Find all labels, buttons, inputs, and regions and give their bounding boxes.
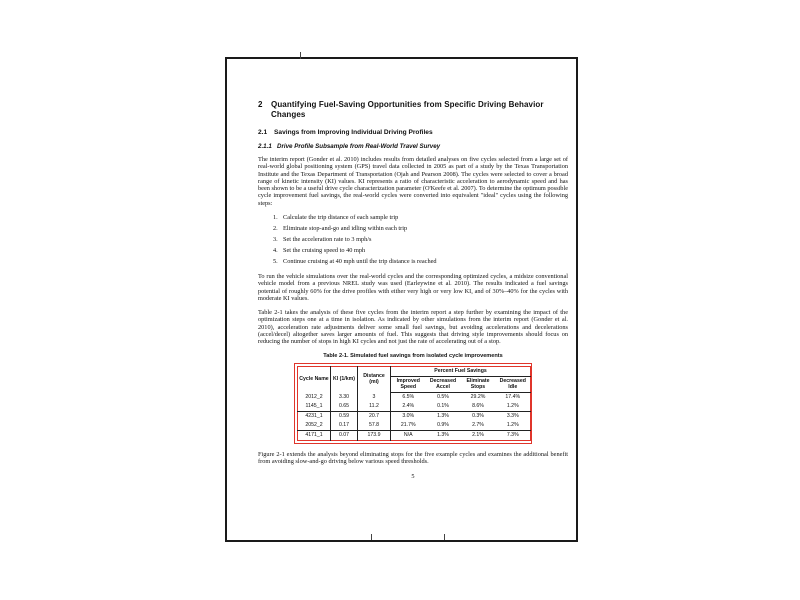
list-item-text: Set the acceleration rate to 3 mph/s (283, 235, 372, 243)
col-header-cycle-name: Cycle Name (298, 366, 331, 392)
cell-ki: 0.59 (331, 411, 358, 421)
cell-decreased-accel: 0.5% (437, 394, 449, 401)
table-row (298, 402, 531, 412)
cell-eliminate-stops: 2.1% (461, 430, 496, 440)
registration-tick-bottom-2 (444, 534, 445, 540)
registration-tick-bottom-1 (371, 534, 372, 540)
list-item-text: Eliminate stop-and-go and idling within each trip (283, 224, 408, 232)
cell-ki: 0.65 (331, 402, 358, 412)
section-title: Quantifying Fuel-Saving Opportunities from Specific Driving Behavior Changes (271, 100, 544, 119)
cell-eliminate-stops: 2.7% (472, 422, 484, 429)
table-header-row (298, 366, 531, 376)
list-item-number: 1. (273, 214, 278, 222)
cell-eliminate-stops: 29.2% (470, 394, 486, 401)
cell-cycle-name: 4171_1 (298, 430, 331, 440)
page-number: 5 (411, 473, 415, 481)
page-content (258, 100, 568, 481)
list-item-text: Set the cruising speed to 40 mph (283, 246, 366, 254)
cell-distance: 3 (358, 392, 391, 402)
list-item-number: 2. (273, 224, 278, 232)
cell-decreased-accel: 1.3% (426, 430, 461, 440)
table-row (298, 430, 531, 440)
cell-decreased-idle: 1.2% (506, 403, 519, 410)
table-row (298, 411, 531, 421)
cell-improved-speed: 2.4% (402, 403, 415, 410)
paragraph-intro: The interim report (Gonder et al. 2010) includes results from detailed analyses on five cycles selected from a large set of real-world global positioning system (GPS) travel data collected in 2005 as part of a study by the Texas Transportation Institute and the Texas Department of Transportation (Ojah and Pearson 2008). The cycles were selected to cover a broad range of kinetic intensity (KI) values. KI represents a ratio of characteristic acceleration to aerodynamic speed and has been shown to be a useful drive cycle characterization parameter (O'Keefe et al. 2007). To determine the optimum possible cycle improvement fuel savings, the real-world cycles were converted into equivalent "ideal" cycles using the following steps: (258, 156, 568, 207)
document-page (225, 57, 578, 542)
table-row (298, 392, 531, 402)
cell-distance: 57.8 (358, 421, 391, 431)
cell-distance: 173.9 (358, 430, 391, 440)
list-item-number: 3. (273, 235, 278, 243)
paragraph-figure-reference: Figure 2-1 extends the analysis beyond eliminating stops for the five example cycles and examines the additional benefit from avoiding slow-and-go driving below various speed thresholds. (258, 450, 568, 465)
cell-cycle-name: 1145_1 (298, 402, 331, 412)
registration-tick-top (300, 52, 301, 59)
list-item (273, 214, 568, 221)
cell-decreased-idle: 7.3% (496, 430, 531, 440)
table-row (298, 421, 531, 431)
cell-improved-speed: N/A (391, 430, 426, 440)
cell-improved-speed: 6.5% (402, 394, 415, 401)
cell-eliminate-stops: 8.6% (472, 403, 484, 410)
section-title: Savings from Improving Individual Driving Profiles (274, 129, 433, 136)
cell-decreased-idle: 3.3% (496, 411, 531, 421)
cell-distance: 20.7 (358, 411, 391, 421)
cell-improved-speed: 3.0% (391, 411, 426, 421)
col-header-percent-fuel-savings: Percent Fuel Savings (391, 366, 531, 376)
cell-distance: 11.2 (358, 402, 391, 412)
fuel-savings-table (297, 366, 531, 441)
section-title: Drive Profile Subsample from Real-World Travel Survey (277, 143, 441, 150)
section-heading-2 (258, 100, 568, 120)
ideal-cycle-steps-list (273, 214, 568, 265)
cell-decreased-idle: 17.4% (505, 394, 521, 401)
cell-decreased-idle: 1.2% (506, 422, 519, 429)
list-item-number: 5. (273, 257, 278, 265)
list-item-text: Calculate the trip distance of each sample trip (283, 214, 399, 222)
cell-ki: 0.17 (331, 421, 358, 431)
list-item (273, 258, 568, 265)
col-header-eliminate-stops: Eliminate Stops (461, 376, 496, 392)
cell-ki: 0.07 (331, 430, 358, 440)
list-item (273, 225, 568, 232)
list-item-number: 4. (273, 246, 278, 254)
col-header-ki: KI (1/km) (331, 366, 358, 392)
cell-improved-speed: 21.7% (400, 422, 416, 429)
cell-cycle-name: 2052_2 (298, 421, 331, 431)
table-caption: Table 2-1. Simulated fuel savings from isolated cycle improvements (323, 352, 503, 359)
paragraph-table-discussion: Table 2-1 takes the analysis of these five cycles from the interim report a step further by examining the impact of the optimization steps one at a time in isolation. As indicated by other simulations from the interim report (Gonder et al. 2010), acceleration rate adjustments deliver some small fuel savings, but avoiding accelerations and decelerations (accel/decel) altogether saves larger amounts of fuel. This suggests that driving style improvements should focus on reducing the number of stops in high KI cycles and not just the rate of accelerating out of a stop. (258, 309, 568, 346)
list-item (273, 247, 568, 254)
paragraph-simulation-results: To run the vehicle simulations over the real-world cycles and the corresponding optimized cycles, a midsize conventional vehicle model from a previous NREL study was used (Earleywine et al. 2010). The results indicated a fuel savings potential of roughly 60% for the drive profiles with either very high or very low KI, and of 30%–40% for the cycles with moderate KI values. (258, 272, 568, 302)
section-heading-2-1-1 (258, 143, 568, 151)
cell-decreased-accel: 1.3% (426, 411, 461, 421)
cell-decreased-accel: 0.9% (437, 422, 449, 429)
col-header-distance: Distance (mi) (358, 366, 391, 392)
cell-decreased-accel: 0.1% (437, 403, 449, 410)
table-highlight-box (294, 363, 532, 444)
section-number: 2.1 (258, 129, 268, 136)
list-item-text: Continue cruising at 40 mph until the trip distance is reached (283, 257, 437, 265)
list-item (273, 236, 568, 243)
col-header-improved-speed: Improved Speed (391, 376, 426, 392)
section-heading-2-1 (258, 129, 568, 137)
section-number: 2 (258, 100, 263, 109)
cell-eliminate-stops: 0.3% (461, 411, 496, 421)
cell-cycle-name: 2012_2 (298, 392, 331, 402)
col-header-decreased-idle: Decreased Idle (496, 376, 531, 392)
cell-ki: 3.30 (331, 392, 358, 402)
section-number: 2.1.1 (258, 143, 272, 150)
cell-cycle-name: 4231_1 (298, 411, 331, 421)
col-header-decreased-accel: Decreased Accel (426, 376, 461, 392)
